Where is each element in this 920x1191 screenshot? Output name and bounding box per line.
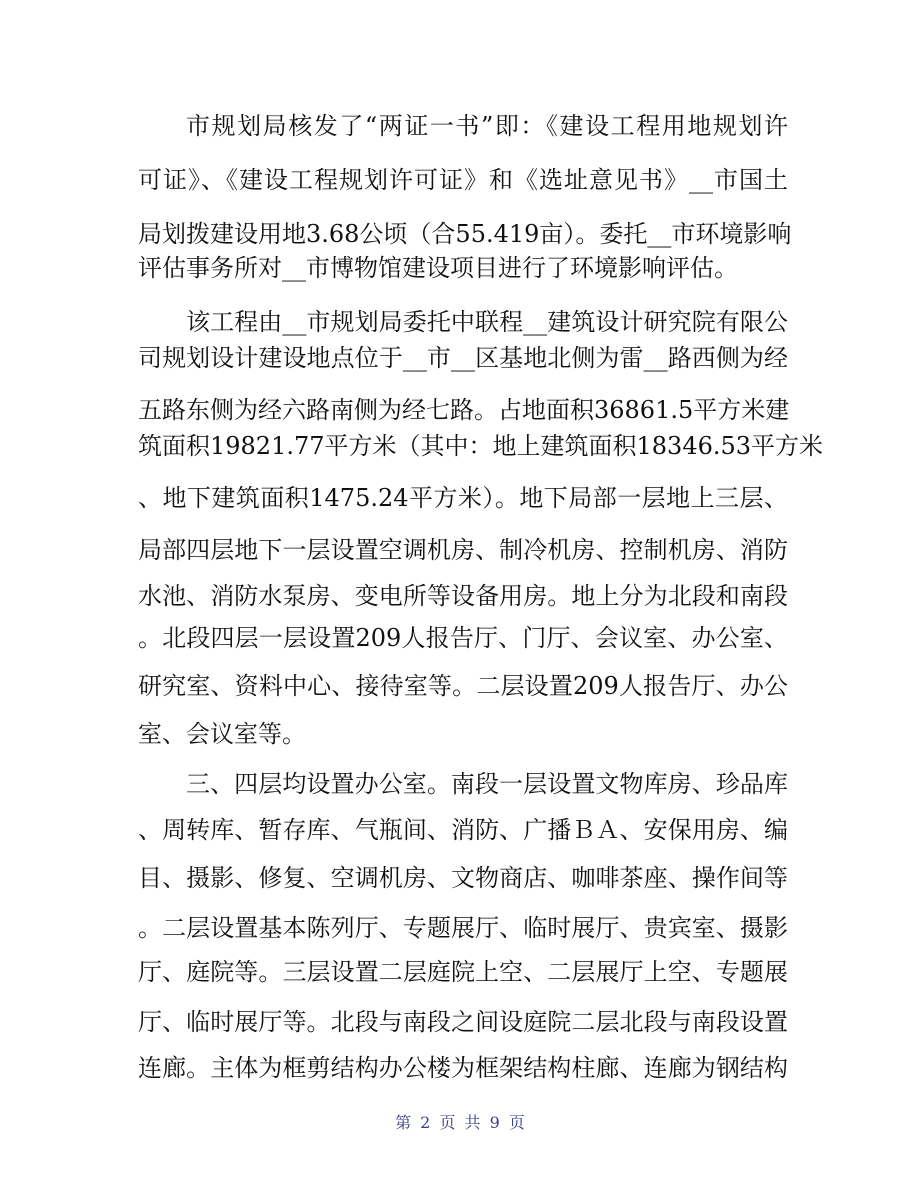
paragraph-3-line-5: 厅、庭院等。三层设置二层庭院上空、二层展厅上空、专题展 — [138, 958, 788, 986]
paragraph-2-line-7: 水池、消防水泵房、变电所等设备用房。地上分为北段和南段 — [138, 582, 788, 610]
paragraph-3-line-3: 目、摄影、修复、空调机房、文物商店、咖啡茶座、操作间等 — [138, 864, 788, 892]
paragraph-1-line-1: 市规划局核发了“两证一书”即：《建设工程用地规划许 — [186, 112, 788, 140]
paragraph-1-line-2: 可证》、《建设工程规划许可证》和《选址意见书》__市国土 — [138, 166, 788, 194]
paragraph-1-line-4: 评估事务所对__市博物馆建设项目进行了环境影响评估。 — [138, 254, 738, 282]
paragraph-2-line-4: 筑面积19821.77平方米（其中：地上建筑面积18346.53平方米 — [138, 432, 824, 460]
paragraph-2-line-8: 。北段四层一层设置209人报告厅、门厅、会议室、办公室、 — [138, 624, 788, 652]
page-number-footer: 第 2 页 共 9 页 — [395, 1113, 525, 1132]
paragraph-2-line-3: 五路东侧为经六路南侧为经七路。占地面积36861.5平方米建 — [138, 396, 790, 424]
paragraph-3-line-1: 三、四层均设置办公室。南段一层设置文物库房、珍品库 — [186, 770, 788, 798]
paragraph-2-line-5: 、地下建筑面积1475.24平方米）。地下局部一层地上三层、 — [138, 484, 788, 512]
paragraph-2-line-6: 局部四层地下一层设置空调机房、制冷机房、控制机房、消防 — [138, 536, 788, 564]
paragraph-2-line-2: 司规划设计建设地点位于__市__区基地北侧为雷__路西侧为经 — [138, 344, 788, 372]
paragraph-3-line-6: 厅、临时展厅等。北段与南段之间设庭院二层北段与南段设置 — [138, 1008, 788, 1036]
paragraph-3-line-7: 连廊。主体为框剪结构办公楼为框架结构柱廊、连廊为钢结构 — [138, 1054, 788, 1082]
paragraph-3-line-4: 。二层设置基本陈列厅、专题展厅、临时展厅、贵宾室、摄影 — [138, 914, 788, 942]
paragraph-2-line-9: 研究室、资料中心、接待室等。二层设置209人报告厅、办公 — [138, 672, 788, 700]
paragraph-2-line-10: 室、会议室等。 — [138, 720, 306, 748]
paragraph-2-line-1: 该工程由__市规划局委托中联程__建筑设计研究院有限公 — [186, 308, 788, 336]
paragraph-1-line-3: 局划拨建设用地3.68公顷（合55.419亩）。委托__市环境影响 — [138, 220, 792, 248]
paragraph-3-line-2: 、周转库、暂存库、气瓶间、消防、广播ＢＡ、安保用房、编 — [138, 816, 788, 844]
